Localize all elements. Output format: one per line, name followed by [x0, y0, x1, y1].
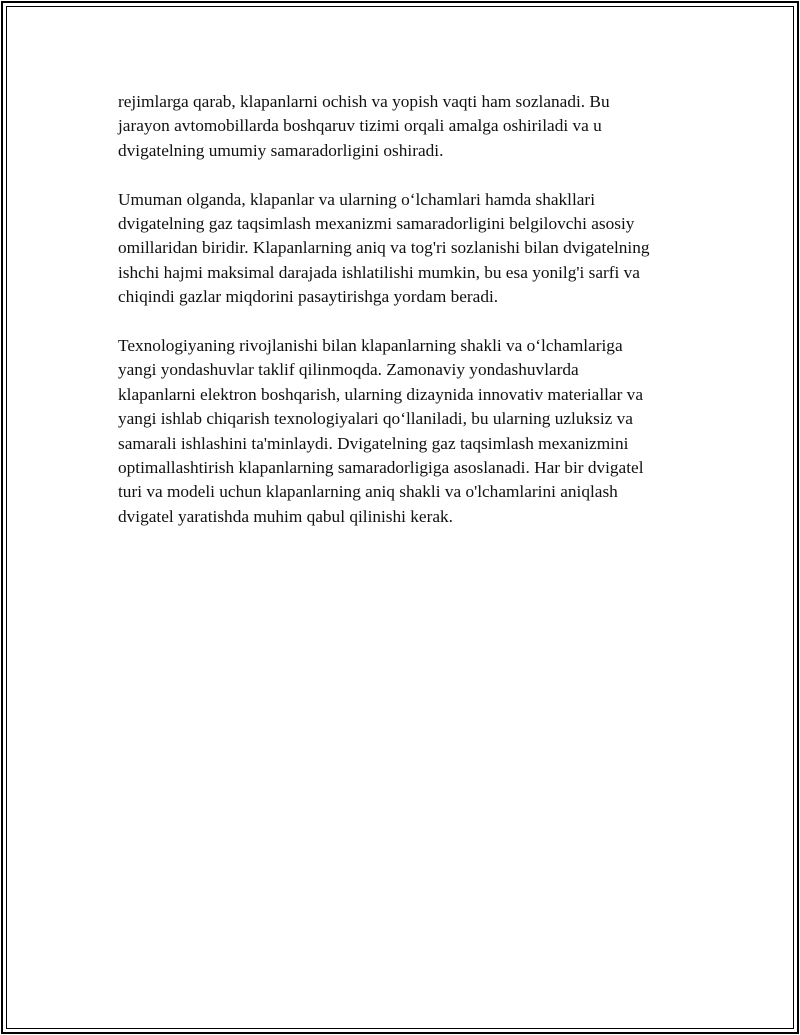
paragraph-3: Texnologiyaning rivojlanishi bilan klapanlarning shakli va o‘lchamlariga yangi yondashuvlar taklif qilinmoqda. Zamonaviy yondashuvlarda klapanlarni elektron boshqarish, ularning dizaynida innovativ materiallar va yangi ishlab chiqarish texnologiyalari qo‘llaniladi, bu ularning uzluksiz va samarali ishlashini ta'minlaydi. Dvigatelning gaz taqsimlash mexanizmini optimallashtirish klapanlarning samaradorligiga asoslanadi. Har bir dvigatel turi va modeli uchun klapanlarning aniq shakli va o'lchamlarini aniqlash dvigatel yaratishda muhim qabul qilinishi kerak.: [118, 336, 644, 526]
paragraph-1: rejimlarga qarab, klapanlarni ochish va yopish vaqti ham sozlanadi. Bu jarayon avtomobillarda boshqaruv tizimi orqali amalga oshiriladi va u dvigatelning umumiy samaradorligini oshiradi.: [118, 92, 610, 160]
document-body: [118, 90, 708, 554]
paragraph-2: Umuman olganda, klapanlar va ularning o‘lchamlari hamda shakllari dvigatelning gaz taqsimlash mexanizmi samaradorligini belgilovchi asosiy omillaridan biridir. Klapanlarning aniq va tog'ri sozlanishi bilan dvigatelning ishchi hajmi maksimal darajada ishlatilishi mumkin, bu esa yonilg'i sarfi va chiqindi gazlar miqdorini pasaytirishga yordam beradi.: [118, 189, 650, 307]
